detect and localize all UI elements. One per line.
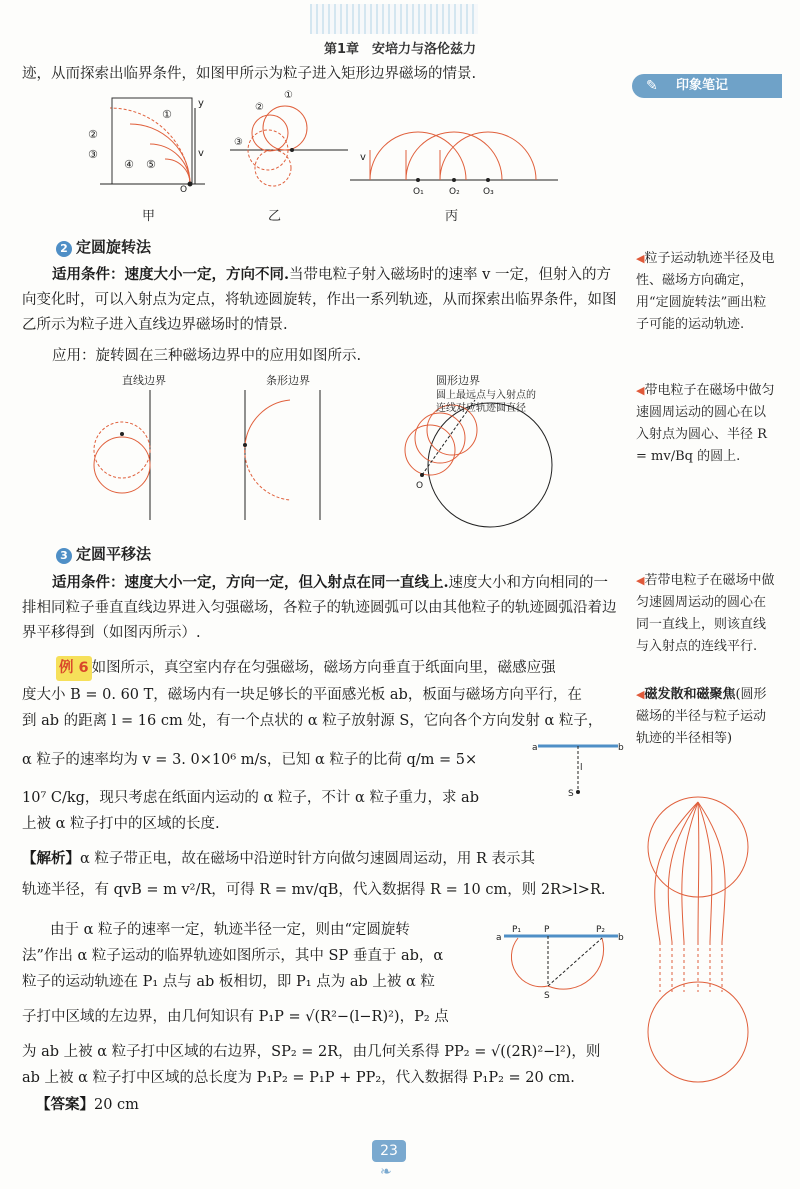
note-1 (636, 248, 776, 336)
section-3-title: 定圆平移法 (76, 545, 152, 563)
solution-line-7: 为 ab 上被 α 粒子打中区域的右边界，SP₂ = 2R，由几何关系得 PP₂ = √((2R)²−l²)，则 (22, 1044, 601, 1060)
svg-text:①: ① (162, 108, 172, 121)
svg-text:y: y (198, 98, 204, 109)
bird-icon: ❧ (380, 1164, 392, 1180)
example-line-2: 度大小 B = 0. 60 T，磁场内有一块足够长的平面感光板 ab，板面与磁场方向平行，在 (22, 687, 582, 703)
svg-text:S: S (544, 991, 550, 1001)
page-number: 23 (372, 1140, 406, 1162)
svg-text:P₁: P₁ (512, 925, 522, 935)
sidebar-tag (632, 74, 782, 98)
svg-text:b: b (618, 743, 624, 753)
elephant-icon: ✎ (646, 78, 658, 94)
svg-text:⑤: ⑤ (146, 158, 156, 171)
svg-text:②: ② (88, 128, 98, 141)
svg-text:①: ① (284, 90, 293, 101)
header-decoration (310, 4, 478, 34)
figure-bing (350, 132, 558, 182)
label-circle-boundary: 圆形边界 (436, 374, 480, 387)
triangle-icon: ◀ (636, 384, 645, 397)
section-3-heading (56, 543, 151, 564)
example-line-1 (56, 656, 626, 681)
svg-text:v: v (198, 148, 204, 159)
note-3 (636, 570, 776, 658)
figure-example-plate (530, 738, 625, 808)
note-3-text: 若带电粒子在磁场中做匀速圆周运动的圆心在同一直线上，则该直线与入射点的连线平行. (636, 573, 775, 654)
section-3-condition-bold: 适用条件：速度大小一定，方向一定，但入射点在同一直线上. (52, 574, 449, 591)
figure-yi (230, 106, 348, 186)
svg-text:P: P (544, 925, 550, 935)
note-1-text: 粒子运动轨迹半径及电性、磁场方向确定，用“定圆旋转法”画出粒子可能的运动轨迹. (636, 251, 775, 332)
svg-text:b: b (618, 933, 624, 943)
svg-text:O: O (416, 481, 424, 491)
section-2-application: 应用：旋转圆在三种磁场边界中的应用如图所示. (52, 348, 362, 364)
section-2-condition (22, 262, 622, 338)
intro-text: 迹，从而探索出临界条件，如图甲所示为粒子进入矩形边界磁场的情景. (22, 66, 477, 82)
solution-line-5: 粒子的运动轨迹在 P₁ 点与 ab 板相切，即 P₁ 点为 ab 上被 α 粒 (22, 974, 435, 990)
example-line-5: 10⁷ C/kg，现只考虑在纸面内运动的 α 粒子，不计 α 粒子重力，求 ab (22, 790, 479, 806)
figure-boundaries (80, 88, 580, 218)
svg-text:a: a (532, 743, 538, 753)
figure-jia (100, 98, 205, 186)
example-line-6: 上被 α 粒子打中的区域的长度. (22, 816, 220, 832)
note-4-text: (圆形磁场的半径与粒子运动轨迹的半径相等) (636, 687, 767, 746)
note-2-text: 带电粒子在磁场中做匀速圆周运动的圆心在以入射点为圆心、半径 R = mv/Bq 的圆上. (636, 383, 775, 464)
section-3-condition-rest: 速度大小和方向相同的一排相同粒子垂直直线边界进入匀强磁场，各粒子的轨迹圆弧可以由其他粒子的轨迹圆弧沿着边界平移得到（如图丙所示）. (22, 575, 617, 641)
section-2-heading (56, 236, 151, 257)
solution-line-6: 子打中区域的左边界，由几何知识有 P₁P = √(R²−(l−R)²)，P₂ 点 (22, 1009, 449, 1025)
answer-tag: 【答案】 (36, 1096, 94, 1113)
example-tag: 例 6 (56, 656, 92, 681)
label-circle-note-2: 连线对应轨迹圆直径 (436, 403, 526, 414)
section-3-condition (22, 570, 622, 646)
solution-tag: 【解析】 (22, 850, 80, 867)
svg-text:④: ④ (124, 158, 134, 171)
solution-line-4: 法”作出 α 粒子运动的临界轨迹如图所示，其中 SP 垂直于 ab，α (22, 948, 444, 964)
svg-text:③: ③ (88, 148, 98, 161)
note-4-bold: 磁发散和磁聚焦 (644, 687, 736, 702)
chapter-title: 第1章 安培力与洛伦兹力 (323, 42, 477, 57)
svg-text:v: v (360, 152, 366, 163)
note-2 (636, 380, 776, 468)
section-2-number: 2 (56, 241, 72, 257)
example-line-3: 到 ab 的距离 l = 16 cm 处，有一个点状的 α 粒子放射源 S，它向各个方向发射 α 粒子， (22, 713, 603, 729)
answer (36, 1092, 436, 1118)
triangle-icon: ◀ (636, 252, 645, 265)
section-2-title: 定圆旋转法 (76, 238, 152, 256)
svg-text:l: l (580, 763, 583, 773)
note-4 (636, 684, 776, 750)
label-straight-boundary: 直线边界 (122, 374, 166, 387)
svg-text:O₁: O₁ (413, 187, 424, 197)
label-strip-boundary: 条形边界 (266, 374, 310, 387)
svg-text:O₂: O₂ (449, 187, 460, 197)
svg-text:S: S (568, 789, 574, 799)
section-2-condition-bold: 适用条件：速度大小一定，方向不同. (52, 266, 290, 283)
solution-line-8: ab 上被 α 粒子打中区域的总长度为 P₁P₂ = P₁P + PP₂，代入数据得 P₁P₂ = 20 cm. (22, 1070, 575, 1086)
answer-value: 20 cm (94, 1097, 139, 1113)
solution-line-1 (22, 846, 622, 872)
caption-jia: 甲 (142, 209, 156, 224)
svg-text:P₂: P₂ (596, 925, 606, 935)
solution-line-3: 由于 α 粒子的速率一定，轨迹半径一定，则由“定圆旋转 (50, 922, 410, 938)
section-3-number: 3 (56, 548, 72, 564)
example-line-1-text: 如图所示，真空室内存在匀强磁场，磁场方向垂直于纸面向里，磁感应强 (91, 660, 556, 676)
svg-text:a: a (496, 933, 502, 943)
caption-yi: 乙 (268, 209, 282, 224)
label-circle-note-1: 圆上最远点与入射点的 (436, 390, 536, 401)
svg-text:O: O (180, 185, 188, 195)
svg-text:③: ③ (234, 137, 243, 148)
caption-bing: 丙 (445, 209, 459, 224)
sidebar-tag-label: 印象笔记 (676, 78, 729, 93)
figure-solution (492, 922, 627, 1002)
figure-magnetic-focus (640, 792, 760, 1092)
svg-text:O₃: O₃ (483, 187, 494, 197)
section-2-condition-rest: 当带电粒子射入磁场时的速率 v 一定，但射入的方向变化时，可以入射点为定点，将轨迹圆旋转，作出一系列轨迹，从而探索出临界条件，如图乙所示为粒子进入直线边界磁场时的情景. (22, 267, 617, 333)
solution-line-1-text: α 粒子带正电，故在磁场中沿逆时针方向做匀速圆周运动，用 R 表示其 (80, 851, 536, 867)
triangle-icon: ◀ (636, 574, 645, 587)
triangle-icon: ◀ (636, 688, 645, 701)
example-line-4: α 粒子的速率均为 v = 3. 0×10⁶ m/s，已知 α 粒子的比荷 q/m = 5× (22, 752, 478, 768)
solution-line-2: 轨迹半径，有 qvB = m v²/R，可得 R = mv/qB，代入数据得 R = 10 cm，则 2R>l>R. (22, 882, 606, 898)
svg-text:②: ② (255, 102, 264, 113)
